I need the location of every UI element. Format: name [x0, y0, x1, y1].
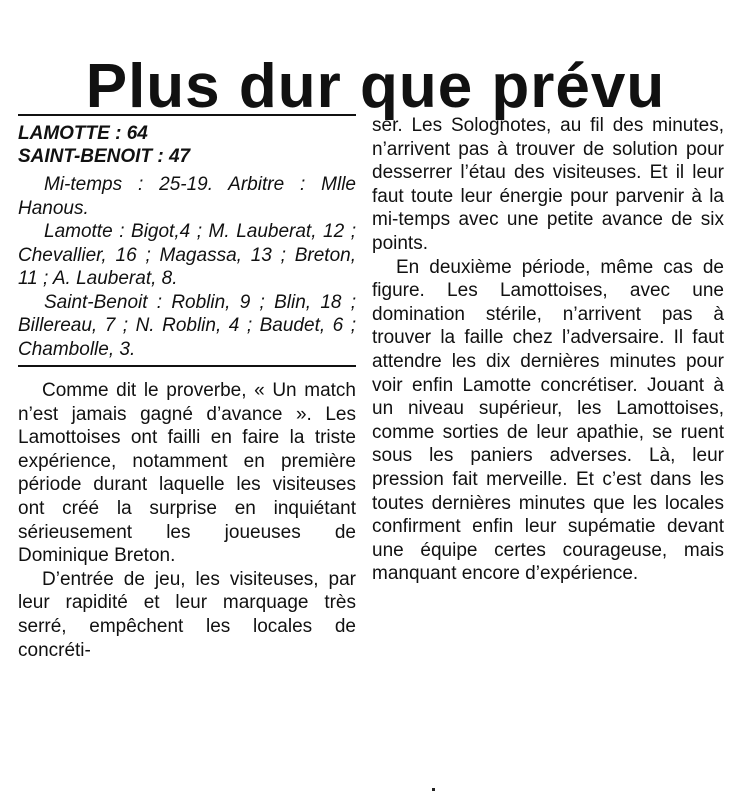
halftime-referee: Mi-temps : 25-19. Arbitre : Mlle Hanous.	[18, 174, 356, 219]
body-paragraph: D’entrée de jeu, les visiteuses, par leur rapidité et leur marquage très serré, empêchent les locales de concréti-	[18, 568, 356, 661]
right-column	[372, 114, 724, 586]
lineup-saint-benoit: Saint-Benoit : Roblin, 9 ; Blin, 18 ; Billereau, 7 ; N. Roblin, 4 ; Baudet, 6 ; Chambolle, 3.	[18, 291, 356, 360]
score-away: SAINT-BENOIT : 47	[18, 146, 191, 167]
lineup-lamotte: Lamotte : Bigot,4 ; M. Lauberat, 12 ; Chevallier, 16 ; Magassa, 13 ; Breton, 11 ; A. Lauberat, 8.	[18, 221, 356, 289]
left-column	[18, 114, 356, 662]
body-paragraph: Comme dit le proverbe, « Un match n’est jamais gagné d’avance ». Les Lamottoises ont failli en faire la triste expérience, notamment en première période durant laquelle les visiteuses ont créé la surprise en inquiétant sérieusement les joueuses de Dominique Breton.	[18, 380, 356, 567]
body-paragraph: ser. Les Solognotes, au fil des minutes, n’arrivent pas à trouver de solution pour desserrer l’étau des visiteuses. Et il leur faut toute leur énergie pour parvenir à la mi-temps avec une petite avance de six points.	[372, 115, 724, 254]
score-home: LAMOTTE : 64	[18, 123, 148, 144]
body-paragraph: En deuxième période, même cas de figure. Les Lamottoises, avec une domination stérile, n’arrivent pas à trouver la faille chez l’adversaire. Il faut attendre les dix dernières minutes pour voir enfin Lamotte concrétiser. Jouant à un niveau supérieur, les Lamottoises, comme sorties de leur apathie, se ruent sous les paniers adverses. Là, leur pression fait merveille. Et c’est dans les toutes dernières minutes que les locales confirment enfin leur supématie devant une équipe certes courageuse, mais manquant encore d’expérience.	[372, 256, 724, 585]
print-speck	[432, 788, 435, 791]
top-divider	[18, 114, 356, 116]
section-divider	[18, 365, 356, 367]
headline: Plus dur que prévu	[85, 51, 666, 121]
